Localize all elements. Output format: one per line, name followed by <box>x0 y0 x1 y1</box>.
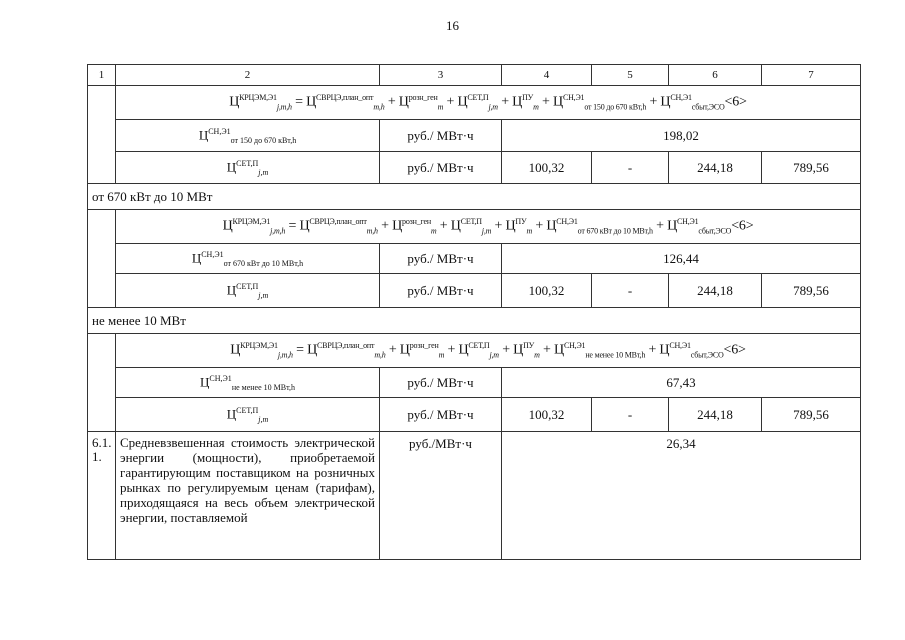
formula: $Ц^{КРЦЭМ,Э1}_{j,m,h} = Ц^{СВРЦЭ,план\_опт}_{m,h} + Ц^{розн\_ген}_m + Ц^{СЕТ,П}_{j,m} + Ц^{ПУ}_m + Ц^{СН,Э1}_{от 150 до 670 кВт,h} + Ц^{СН,Э1}_{сбыт,ЭСО}<6>$ <box>116 86 861 120</box>
sn-row <box>88 368 861 398</box>
set-label: $Ц^{СЕТ,П}_{j,m}$ <box>116 398 380 432</box>
value-cell: 244,18 <box>669 398 762 432</box>
set-row <box>88 398 861 432</box>
value-cell: 244,18 <box>669 274 762 308</box>
sn-row <box>88 120 861 152</box>
header-cell: 7 <box>762 65 861 86</box>
unit-cell: руб./ МВт·ч <box>380 368 502 398</box>
section-row <box>88 184 861 210</box>
sn-value: 198,02 <box>502 120 861 152</box>
value-cell: 244,18 <box>669 152 762 184</box>
unit-cell: руб./ МВт·ч <box>380 244 502 274</box>
row-number: 6.1. 1. <box>88 432 116 560</box>
page-number: 16 <box>446 18 459 33</box>
sn-label: $Ц^{СН,Э1}_{от 150 до 670 кВт,h}$ <box>116 120 380 152</box>
section-title: не менее 10 МВт <box>88 308 861 334</box>
header-cell: 2 <box>116 65 380 86</box>
formula-row <box>88 210 861 244</box>
set-row <box>88 152 861 184</box>
value-cell: 789,56 <box>762 398 861 432</box>
header-row <box>88 65 861 86</box>
row-number-cell <box>88 210 116 308</box>
unit-cell: руб./ МВт·ч <box>380 120 502 152</box>
header-cell: 4 <box>502 65 592 86</box>
value-cell: 100,32 <box>502 274 592 308</box>
sn-label: $Ц^{СН,Э1}_{от 670 кВт до 10 МВт,h}$ <box>116 244 380 274</box>
unit-cell: руб./МВт·ч <box>380 432 502 560</box>
value-cell: 100,32 <box>502 152 592 184</box>
sn-value: 126,44 <box>502 244 861 274</box>
header-cell: 1 <box>88 65 116 86</box>
formula-row <box>88 334 861 368</box>
set-label: $Ц^{СЕТ,П}_{j,m}$ <box>116 152 380 184</box>
sn-value: 67,43 <box>502 368 861 398</box>
row-number-cell <box>88 334 116 432</box>
formula: $Ц^{КРЦЭМ,Э1}_{j,m,h} = Ц^{СВРЦЭ,план\_опт}_{m,h} + Ц^{розн\_ген}_m + Ц^{СЕТ,П}_{j,m} + Ц^{ПУ}_m + Ц^{СН,Э1}_{от 670 кВт до 10 МВт,h} + Ц^{СН,Э1}_{сбыт,ЭСО}<6>$ <box>116 210 861 244</box>
sn-label: $Ц^{СН,Э1}_{не менее 10 МВт,h}$ <box>116 368 380 398</box>
value-cell: - <box>592 398 669 432</box>
sn-row <box>88 244 861 274</box>
set-label: $Ц^{СЕТ,П}_{j,m}$ <box>116 274 380 308</box>
value-cell: - <box>592 152 669 184</box>
value-cell: - <box>592 274 669 308</box>
weighted-cost-row <box>88 432 861 560</box>
value-cell: 789,56 <box>762 152 861 184</box>
header-cell: 3 <box>380 65 502 86</box>
unit-cell: руб./ МВт·ч <box>380 398 502 432</box>
value-cell: 100,32 <box>502 398 592 432</box>
value-cell: 789,56 <box>762 274 861 308</box>
set-row <box>88 274 861 308</box>
section-title: от 670 кВт до 10 МВт <box>88 184 861 210</box>
formula: $Ц^{КРЦЭМ,Э1}_{j,m,h} = Ц^{СВРЦЭ,план\_опт}_{m,h} + Ц^{розн\_ген}_m + Ц^{СЕТ,П}_{j,m} + Ц^{ПУ}_m + Ц^{СН,Э1}_{не менее 10 МВт,h} + Ц^{СН,Э1}_{сбыт,ЭСО}<6>$ <box>116 334 861 368</box>
formula-row <box>88 86 861 120</box>
header-cell: 5 <box>592 65 669 86</box>
section-row <box>88 308 861 334</box>
unit-cell: руб./ МВт·ч <box>380 274 502 308</box>
header-cell: 6 <box>669 65 762 86</box>
row-description: Средневзвешенная стоимость электрической энергии (мощности), приобретаемой гарантирующим поставщиком на розничных рынках по регулируемым ценам (тарифам), приходящаяся на весь объем электрической энергии, поставляемой <box>116 432 380 560</box>
unit-cell: руб./ МВт·ч <box>380 152 502 184</box>
value-cell: 26,34 <box>502 432 861 560</box>
tariff-table <box>87 64 861 560</box>
row-number-cell <box>88 86 116 184</box>
